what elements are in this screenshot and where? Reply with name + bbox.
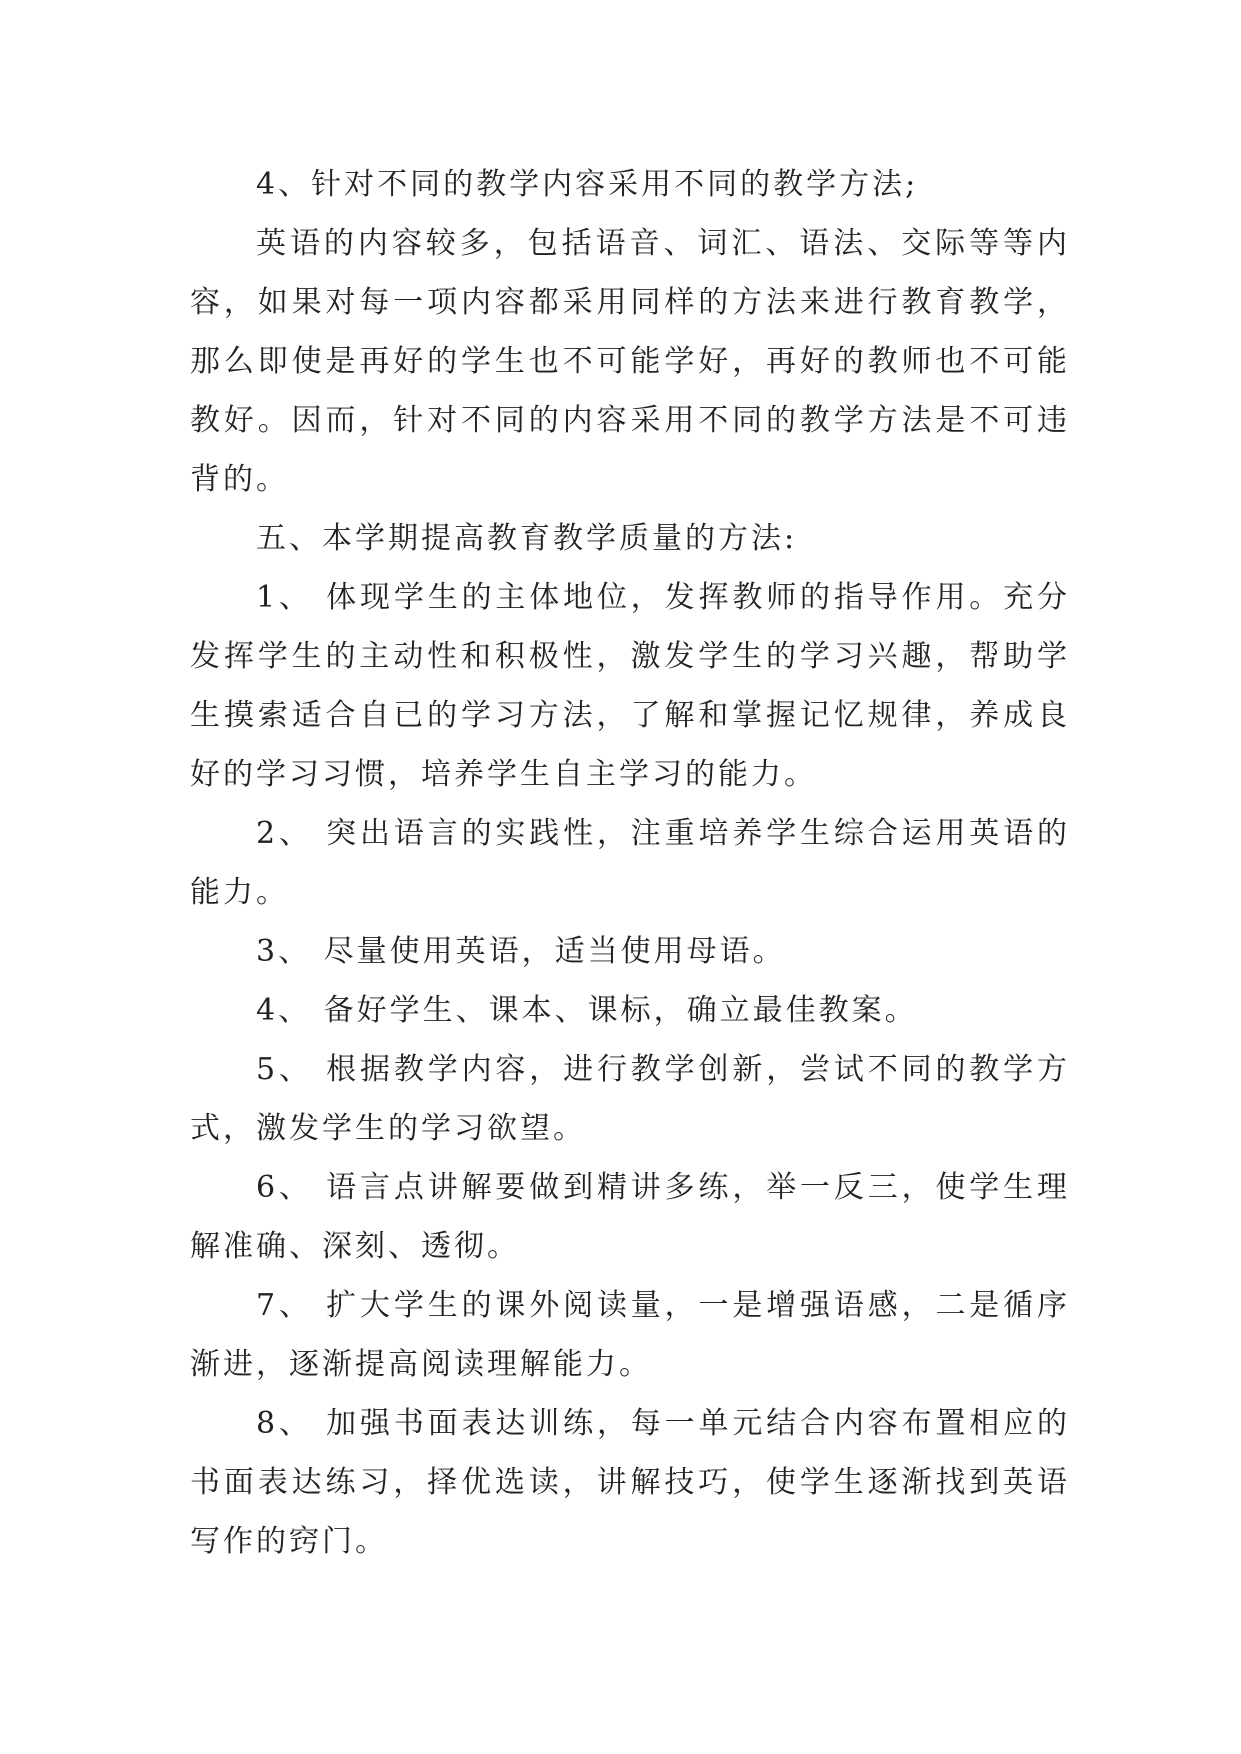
section-heading-5: 五、本学期提高教育教学质量的方法:: [256, 521, 798, 556]
list-item-4: 4、 备好学生、课本、课标，确立最佳教案。: [256, 993, 918, 1028]
list-item-1: 1、 体现学生的主体地位，发挥教师的指导作用。充分发挥学生的主动性和积极性，激发学生的学习兴趣，帮助学生摸索适合自已的学习方法，了解和掌握记忆规律，养成良好的学习习惯，培养学生自主学习的能力。: [190, 580, 1070, 792]
list-item-3: 3、 尽量使用英语，适当使用母语。: [256, 934, 786, 969]
list-item-7: 7、 扩大学生的课外阅读量，一是增强语感，二是循序渐进，逐渐提高阅读理解能力。: [190, 1288, 1070, 1382]
list-item-5: 5、 根据教学内容，进行教学创新，尝试不同的教学方式，激发学生的学习欲望。: [190, 1052, 1070, 1146]
list-item-6: 6、 语言点讲解要做到精讲多练，举一反三，使学生理解准确、深刻、透彻。: [190, 1170, 1070, 1264]
paragraph-method-4: 4、针对不同的教学内容采用不同的教学方法;: [256, 167, 919, 202]
list-item-2: 2、 突出语言的实践性，注重培养学生综合运用英语的能力。: [190, 816, 1070, 910]
paragraph-english-content: 英语的内容较多，包括语音、词汇、语法、交际等等内容，如果对每一项内容都采用同样的方法来进行教育教学，那么即使是再好的学生也不可能学好，再好的教师也不可能教好。因而，针对不同的内容采用不同的教学方法是不可违背的。: [190, 226, 1070, 497]
document-body: [190, 155, 1070, 1571]
list-item-8: 8、 加强书面表达训练，每一单元结合内容布置相应的书面表达练习，择优选读，讲解技巧，使学生逐渐找到英语写作的窍门。: [190, 1406, 1070, 1559]
